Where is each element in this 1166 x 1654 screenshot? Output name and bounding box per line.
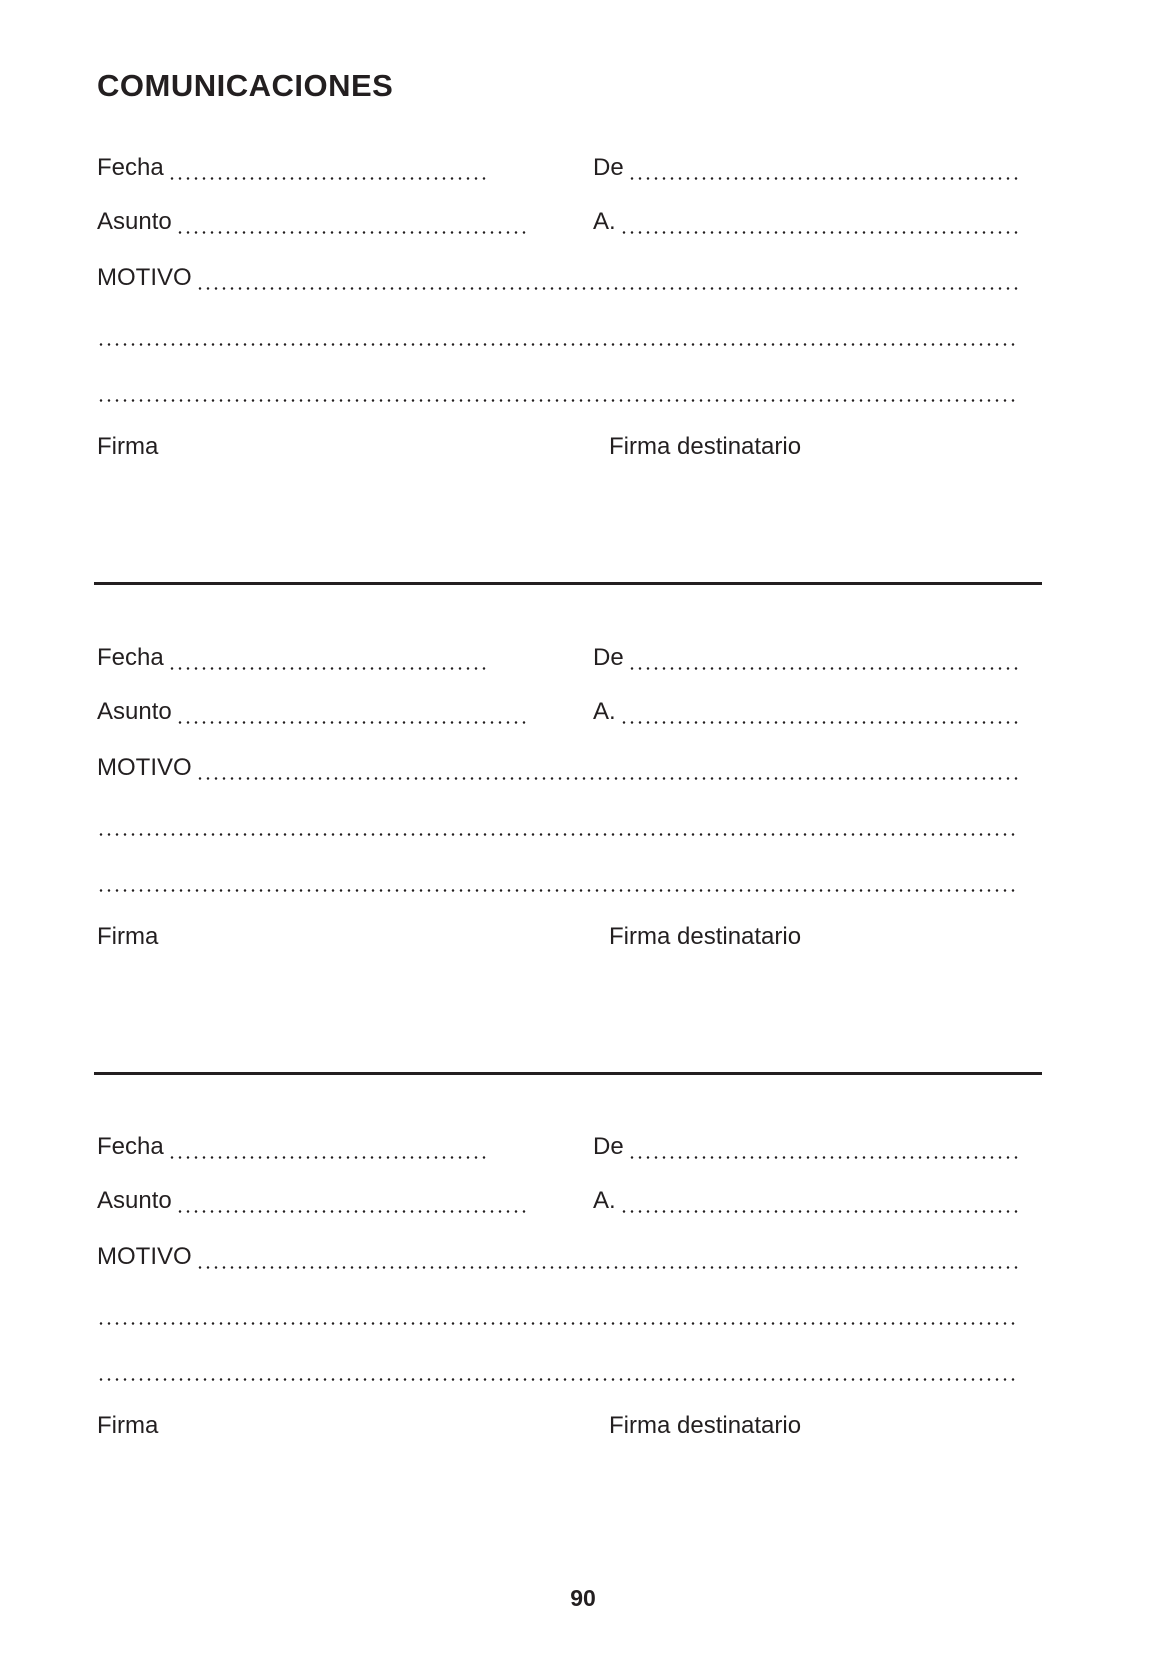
de-label: De — [593, 644, 624, 671]
fecha-row — [97, 150, 487, 184]
motivo-line-2 — [97, 1295, 1019, 1329]
asunto-label: Asunto — [97, 698, 172, 725]
fecha-label: Fecha — [97, 644, 164, 671]
a-label: A. — [593, 208, 616, 235]
fecha-label: Fecha — [97, 1133, 164, 1160]
firma-label: Firma — [97, 923, 159, 950]
motivo-label: MOTIVO — [97, 754, 192, 781]
motivo-line-3 — [97, 862, 1019, 896]
asunto-field[interactable] — [176, 1210, 527, 1213]
firma-label: Firma — [97, 433, 159, 460]
fecha-row — [97, 1129, 487, 1163]
motivo-line-2 — [97, 316, 1019, 350]
de-label: De — [593, 154, 624, 181]
motivo-line-3 — [97, 372, 1019, 406]
motivo-field-line[interactable] — [97, 889, 1019, 892]
motivo-field-line[interactable] — [97, 833, 1019, 836]
de-field[interactable] — [628, 667, 1019, 670]
motivo-line-2 — [97, 806, 1019, 840]
a-label: A. — [593, 1187, 616, 1214]
fecha-label: Fecha — [97, 154, 164, 181]
motivo-field-line[interactable] — [97, 1322, 1019, 1325]
page-number: 90 — [570, 1585, 596, 1611]
asunto-row — [97, 694, 527, 728]
motivo-row — [97, 1239, 1019, 1273]
fecha-row — [97, 640, 487, 674]
fecha-field[interactable] — [168, 177, 487, 180]
motivo-field[interactable] — [196, 287, 1019, 290]
asunto-row — [97, 204, 527, 238]
a-field[interactable] — [620, 231, 1019, 234]
asunto-field[interactable] — [176, 231, 527, 234]
motivo-line-3 — [97, 1351, 1019, 1385]
fecha-field[interactable] — [168, 1156, 487, 1159]
a-row — [593, 1183, 1019, 1217]
a-label: A. — [593, 698, 616, 725]
asunto-row — [97, 1183, 527, 1217]
a-field[interactable] — [620, 721, 1019, 724]
motivo-row — [97, 750, 1019, 784]
a-row — [593, 204, 1019, 238]
de-row — [593, 1129, 1019, 1163]
motivo-field[interactable] — [196, 777, 1019, 780]
motivo-field-line[interactable] — [97, 343, 1019, 346]
motivo-field-line[interactable] — [97, 1378, 1019, 1381]
motivo-label: MOTIVO — [97, 1243, 192, 1270]
de-label: De — [593, 1133, 624, 1160]
page-title: COMUNICACIONES — [97, 68, 394, 103]
de-row — [593, 640, 1019, 674]
a-row — [593, 694, 1019, 728]
motivo-field[interactable] — [196, 1266, 1019, 1269]
de-field[interactable] — [628, 177, 1019, 180]
firma-destinatario-label: Firma destinatario — [609, 1412, 802, 1439]
firma-destinatario-label: Firma destinatario — [609, 433, 802, 460]
asunto-label: Asunto — [97, 208, 172, 235]
de-field[interactable] — [628, 1156, 1019, 1159]
motivo-field-line[interactable] — [97, 399, 1019, 402]
de-row — [593, 150, 1019, 184]
motivo-row — [97, 260, 1019, 294]
asunto-field[interactable] — [176, 721, 527, 724]
motivo-label: MOTIVO — [97, 264, 192, 291]
a-field[interactable] — [620, 1210, 1019, 1213]
firma-label: Firma — [97, 1412, 159, 1439]
communication-form — [97, 640, 1027, 950]
section-divider — [94, 582, 1042, 585]
section-divider — [94, 1072, 1042, 1075]
firma-destinatario-label: Firma destinatario — [609, 923, 802, 950]
asunto-label: Asunto — [97, 1187, 172, 1214]
communication-form — [97, 150, 1027, 460]
communication-form — [97, 1129, 1027, 1439]
fecha-field[interactable] — [168, 667, 487, 670]
